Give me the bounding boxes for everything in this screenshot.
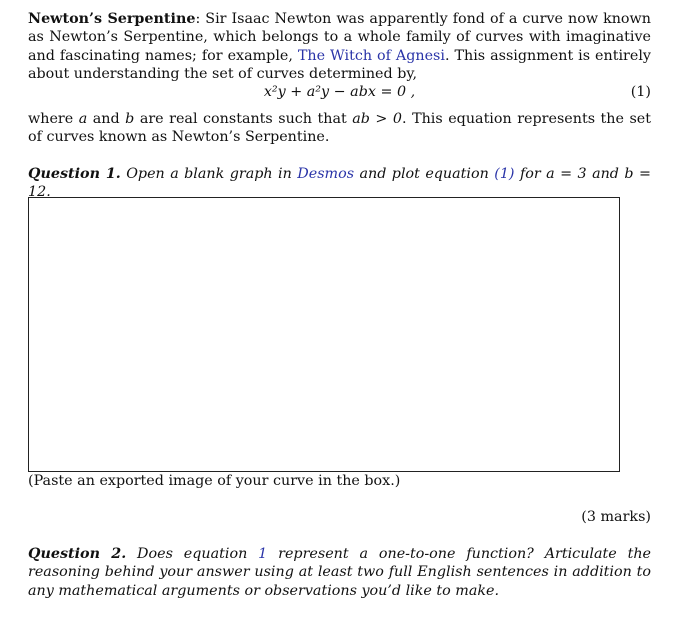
definition-text: are real constants such that (134, 111, 353, 127)
definition-text: where (28, 111, 79, 127)
b-value: b = 12 (28, 166, 651, 201)
question-2 (28, 545, 651, 600)
question-1-text: . (46, 184, 51, 201)
question-2-text: Does equation (126, 546, 259, 562)
question-2-text: represent a one-to-one function? Articulate the reasoning behind your answer using at least two full English sentences in addition to any mathematical arguments or observations you’d like to make. (28, 546, 651, 599)
desmos-link[interactable]: Desmos (297, 166, 355, 182)
definition-paragraph (28, 110, 651, 147)
question-2-label: Question 2. (28, 546, 127, 562)
paste-image-box[interactable] (28, 197, 620, 472)
equation-ref-link-2[interactable]: 1 (258, 546, 268, 562)
question-1-text: Open a blank graph in (120, 166, 298, 182)
equation-number: (1) (630, 84, 651, 100)
var-b: b (125, 111, 135, 127)
var-a: a (78, 111, 88, 127)
constraint: ab > 0 (352, 111, 403, 127)
intro-heading: Newton’s Serpentine (28, 11, 196, 27)
question-1-text: for (514, 166, 547, 182)
equation-formula: x²y + a²y − abx = 0 , (263, 84, 416, 100)
intro-text: : Sir Isaac Newton was apparently fond of a curve now known as Newton’s Serpentine, which belongs to a whole family of curves with imaginative and fascinating names; for example, (28, 11, 651, 64)
question-1-label: Question 1. (28, 166, 121, 182)
intro-paragraph (28, 10, 651, 83)
equation-ref-link[interactable]: (1) (494, 166, 515, 182)
definition-text: . This equation represents the set of curves known as Newton’s Serpentine. (28, 111, 652, 146)
a-value: a = 3 (546, 166, 587, 182)
witch-of-agnesi-link[interactable]: The Witch of Agnesi (297, 47, 445, 64)
question-1-marks: (3 marks) (581, 509, 651, 525)
definition-text: and (87, 111, 126, 127)
question-1-text: and (586, 166, 625, 182)
intro-text-end: . This assignment is entirely about understanding the set of curves determined by, (28, 47, 651, 82)
box-caption: (Paste an exported image of your curve in the box.) (28, 473, 401, 489)
equation (28, 84, 651, 100)
question-1-text: and plot equation (354, 166, 495, 182)
